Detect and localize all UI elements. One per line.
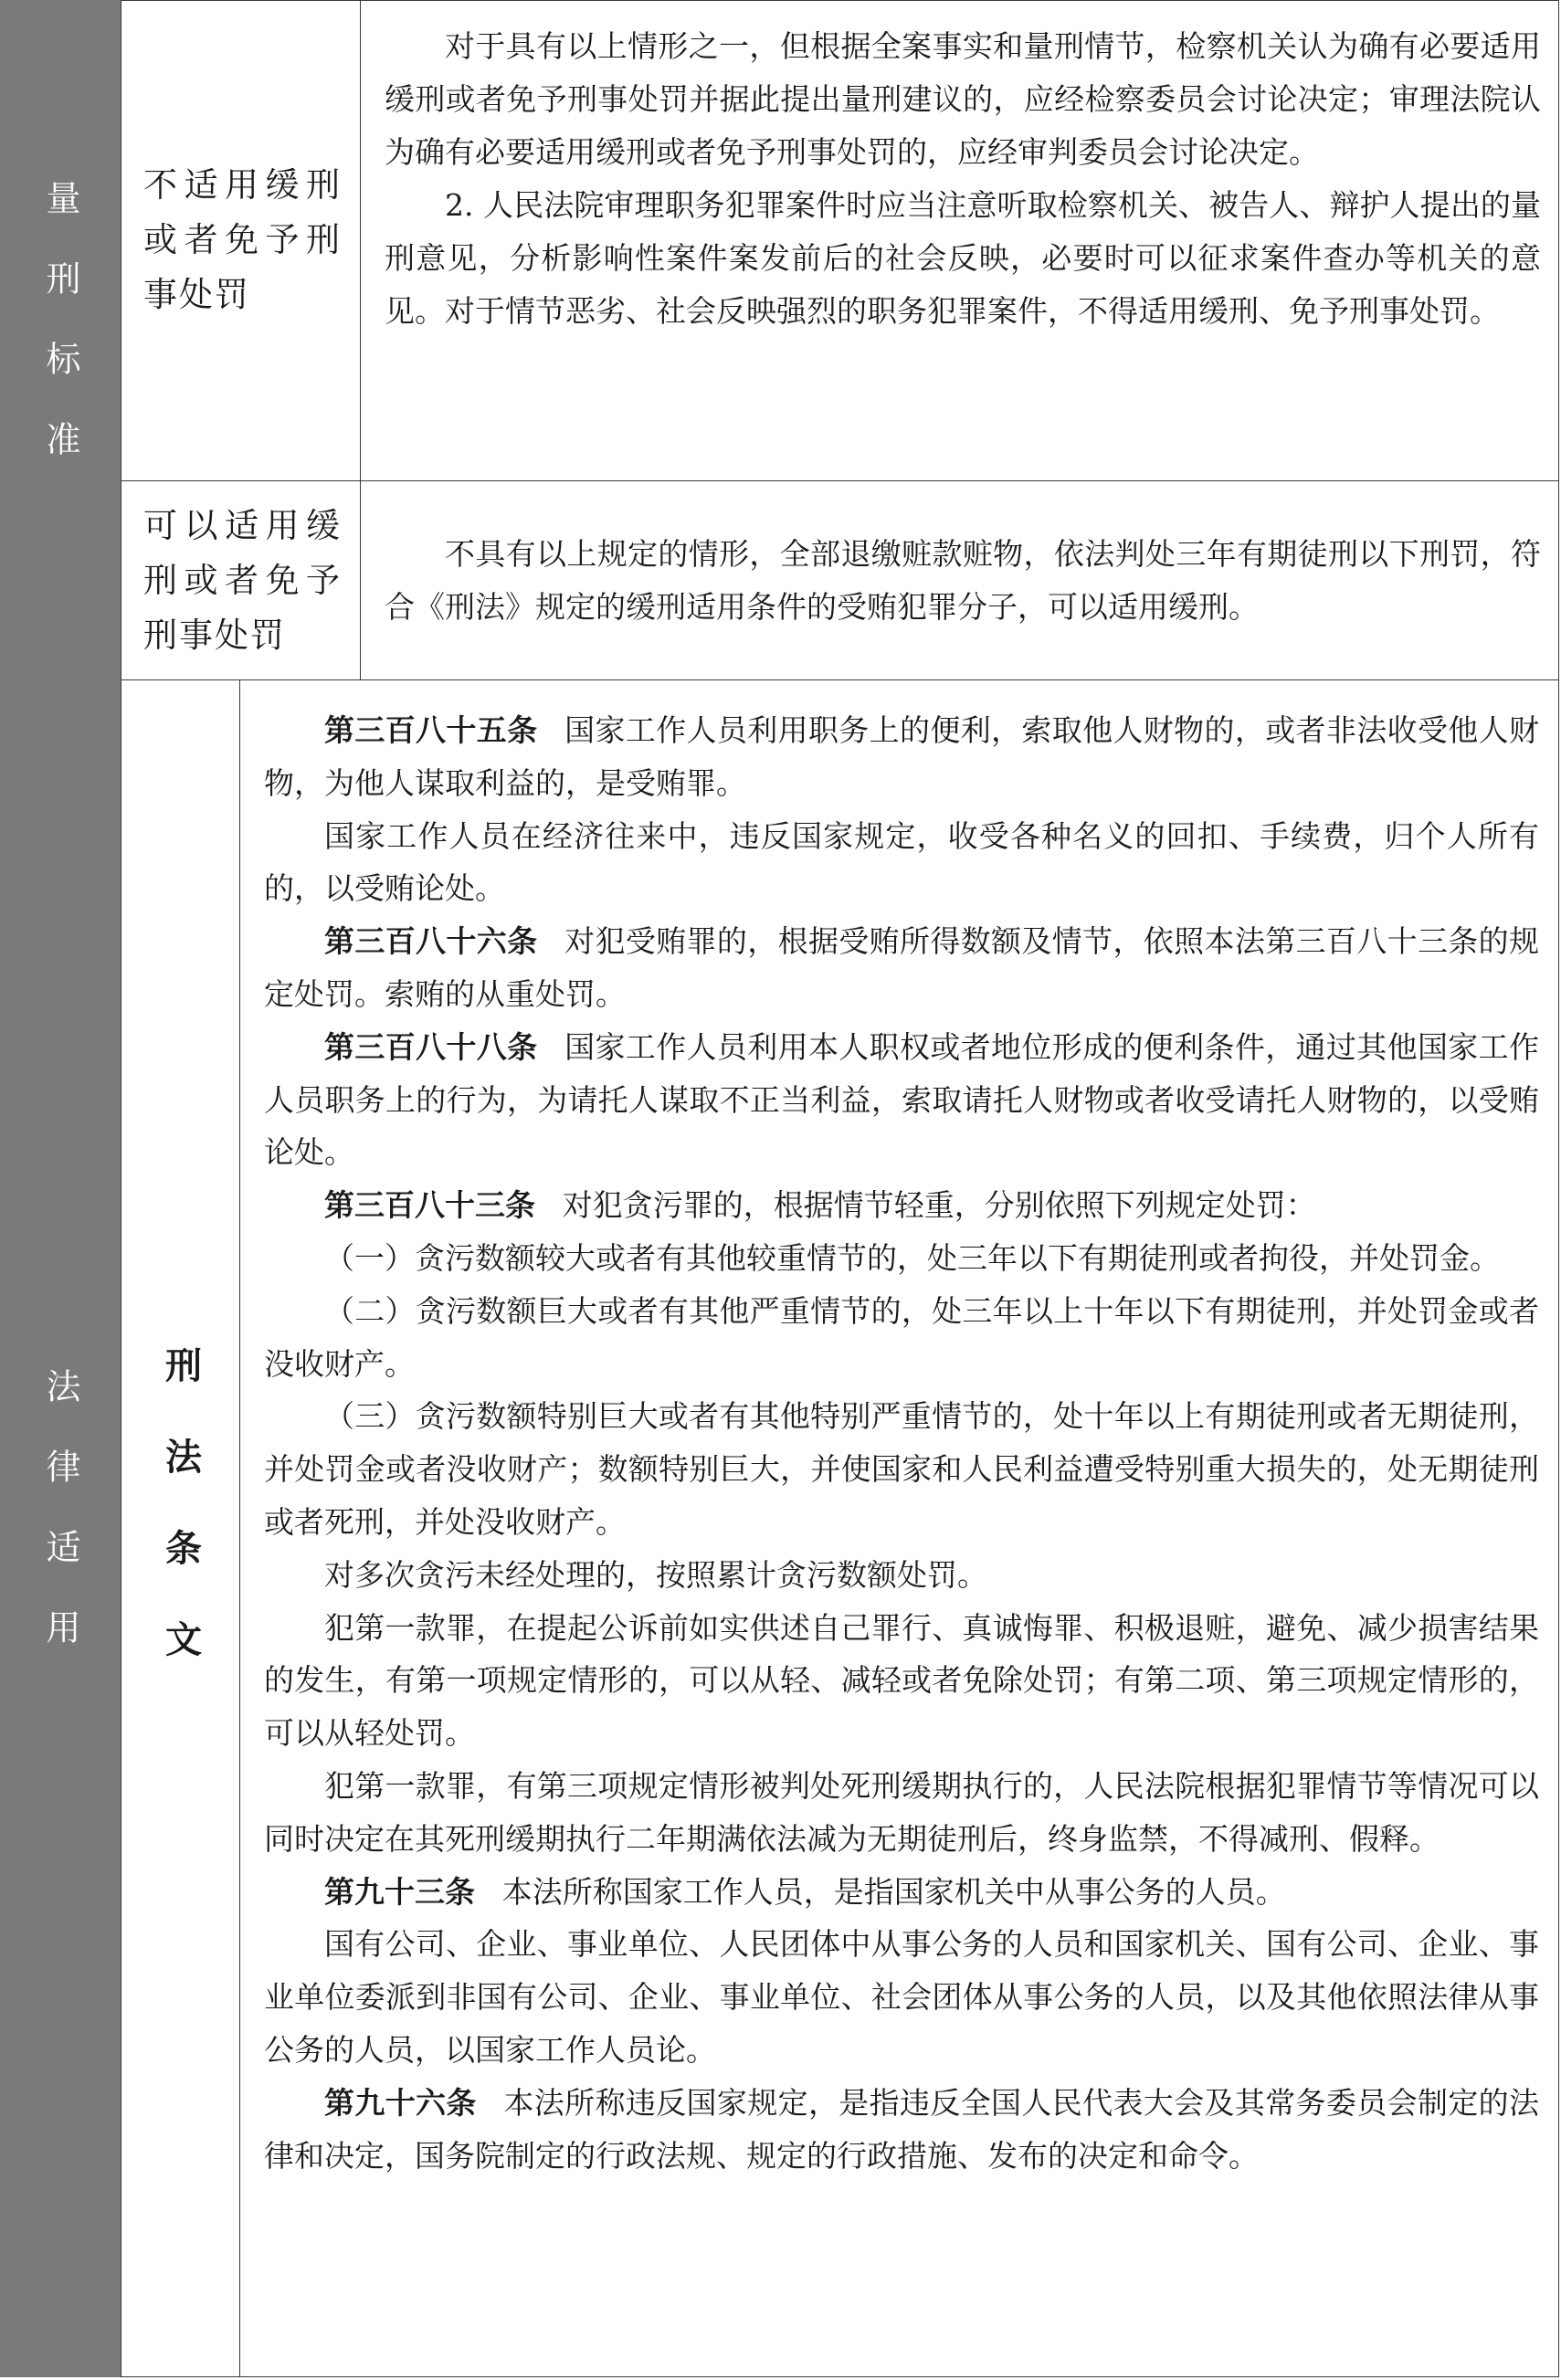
law-paragraph	[264, 704, 1539, 810]
article-text: 对多次贪污未经处理的，按照累计贪污数额处罚。	[324, 1556, 987, 1593]
section-header-sentencing	[0, 0, 121, 680]
row-label-cell	[121, 0, 361, 480]
article-number: 第三百八十三条	[324, 1187, 535, 1224]
law-paragraph	[264, 1918, 1539, 2076]
law-paragraph	[264, 915, 1539, 1021]
row-content-cell	[361, 0, 1559, 480]
law-paragraph	[264, 810, 1539, 916]
article-text: 本法所称国家工作人员，是指国家机关中从事公务的人员。	[501, 1873, 1286, 1910]
law-paragraph	[264, 1866, 1539, 1919]
article-text: 对犯受贿罪的，根据受贿所得数额及情节，依照本法第三百八十三条的规定处罚。索贿的从重处罚。	[264, 923, 1540, 1012]
law-paragraph	[264, 1021, 1539, 1179]
row-label-cell	[121, 481, 361, 680]
law-paragraph	[264, 1390, 1539, 1548]
law-paragraph	[264, 1760, 1539, 1866]
article-text: （三）贪污数额特别巨大或者有其他特别严重情节的，处十年以上有期徒刑或者无期徒刑，并处罚金或者没收财产；数额特别巨大，并使国家和人民利益遭受特别重大损失的，处无期徒刑或者死刑，并处没收财产。	[264, 1398, 1539, 1540]
article-text: 犯第一款罪，有第三项规定情形被判处死刑缓期执行的，人民法院根据犯罪情节等情况可以同时决定在其死刑缓期执行二年期满依法减为无期徒刑后，终身监禁，不得减刑、假释。	[264, 1767, 1539, 1857]
article-number: 第九十三条	[324, 1873, 475, 1910]
section-header-law	[0, 680, 121, 2377]
row-label: 可以适用缓刑或者免予刑事处罚	[143, 506, 342, 655]
article-number: 第九十六条	[324, 2084, 477, 2121]
article-text: （二）贪污数额巨大或者有其他严重情节的，处三年以上十年以下有期徒刑，并处罚金或者没收财产。	[264, 1292, 1539, 1382]
article-text: 国家工作人员利用职务上的便利，索取他人财物的，或者非法收受他人财物，为他人谋取利益的，是受贿罪。	[264, 712, 1540, 801]
article-text: 犯第一款罪，在提起公诉前如实供述自己罪行、真诚悔罪、积极退赃，避免、减少损害结果的发生，有第一项规定情形的，可以从轻、减轻或者免除处罚；有第二项、第三项规定情形的，可以从轻处罚。	[264, 1609, 1539, 1752]
table-row	[121, 481, 1559, 680]
paragraph: 不具有以上规定的情形，全部退缴赃款赃物，依法判处三年有期徒刑以下刑罚，符合《刑法》规定的缓刑适用条件的受贿犯罪分子，可以适用缓刑。	[385, 536, 1541, 625]
subsection-title: 刑法条文	[159, 1346, 202, 1711]
section-title: 法律适用	[40, 1368, 80, 1690]
subsection-header-criminal-law	[121, 680, 240, 2377]
section-title: 量刑标准	[40, 179, 80, 501]
row-label: 不适用缓刑或者免予刑事处罚	[143, 165, 342, 314]
article-text: 国有公司、企业、事业单位、人民团体中从事公务的人员和国家机关、国有公司、企业、事业单位委派到非国有公司、企业、事业单位、社会团体从事公务的人员，以及其他依照法律从事公务的人员，以国家工作人员论。	[264, 1926, 1539, 2068]
table-row	[121, 0, 1559, 481]
law-articles-content	[240, 680, 1559, 2377]
paragraph: 对于具有以上情形之一，但根据全案事实和量刑情节，检察机关认为确有必要适用缓刑或者免予刑事处罚并据此提出量刑建议的，应经检察委员会讨论决定；审理法院认为确有必要适用缓刑或者免予刑事处罚的，应经审判委员会讨论决定。	[385, 28, 1541, 170]
law-paragraph	[264, 1179, 1539, 1232]
article-text: 对犯贪污罪的，根据情节轻重，分别依照下列规定处罚：	[562, 1187, 1316, 1224]
paragraph: 2. 人民法院审理职务犯罪案件时应当注意听取检察机关、被告人、辩护人提出的量刑意见，分析影响性案件案发前后的社会反映，必要时可以征求案件查办等机关的意见。对于情节恶劣、社会反映强烈的职务犯罪案件，不得适用缓刑、免予刑事处罚。	[385, 187, 1541, 329]
article-text: 国家工作人员在经济往来中，违反国家规定，收受各种名义的回扣、手续费，归个人所有的，以受贿论处。	[264, 817, 1539, 907]
article-text: 本法所称违反国家规定，是指违反全国人民代表大会及其常务委员会制定的法律和决定，国务院制定的行政法规、规定的行政措施、发布的决定和命令。	[264, 2084, 1540, 2174]
law-paragraph	[264, 1602, 1539, 1760]
law-paragraph	[264, 1285, 1539, 1391]
article-number: 第三百八十六条	[324, 923, 538, 960]
article-number: 第三百八十八条	[324, 1028, 538, 1065]
article-text: （一）贪污数额较大或者有其他较重情节的，处三年以下有期徒刑或者拘役，并处罚金。	[324, 1239, 1500, 1276]
sentencing-standard-section	[0, 0, 1559, 680]
law-paragraph	[264, 1549, 1539, 1602]
law-paragraph	[264, 2077, 1539, 2183]
article-number: 第三百八十五条	[324, 712, 538, 748]
law-application-section	[0, 680, 1559, 2377]
row-content-cell	[361, 481, 1559, 680]
article-text: 国家工作人员利用本人职权或者地位形成的便利条件，通过其他国家工作人员职务上的行为，为请托人谋取不正当利益，索取请托人财物或者收受请托人财物的，以受贿论处。	[264, 1028, 1540, 1171]
law-paragraph	[264, 1232, 1539, 1285]
